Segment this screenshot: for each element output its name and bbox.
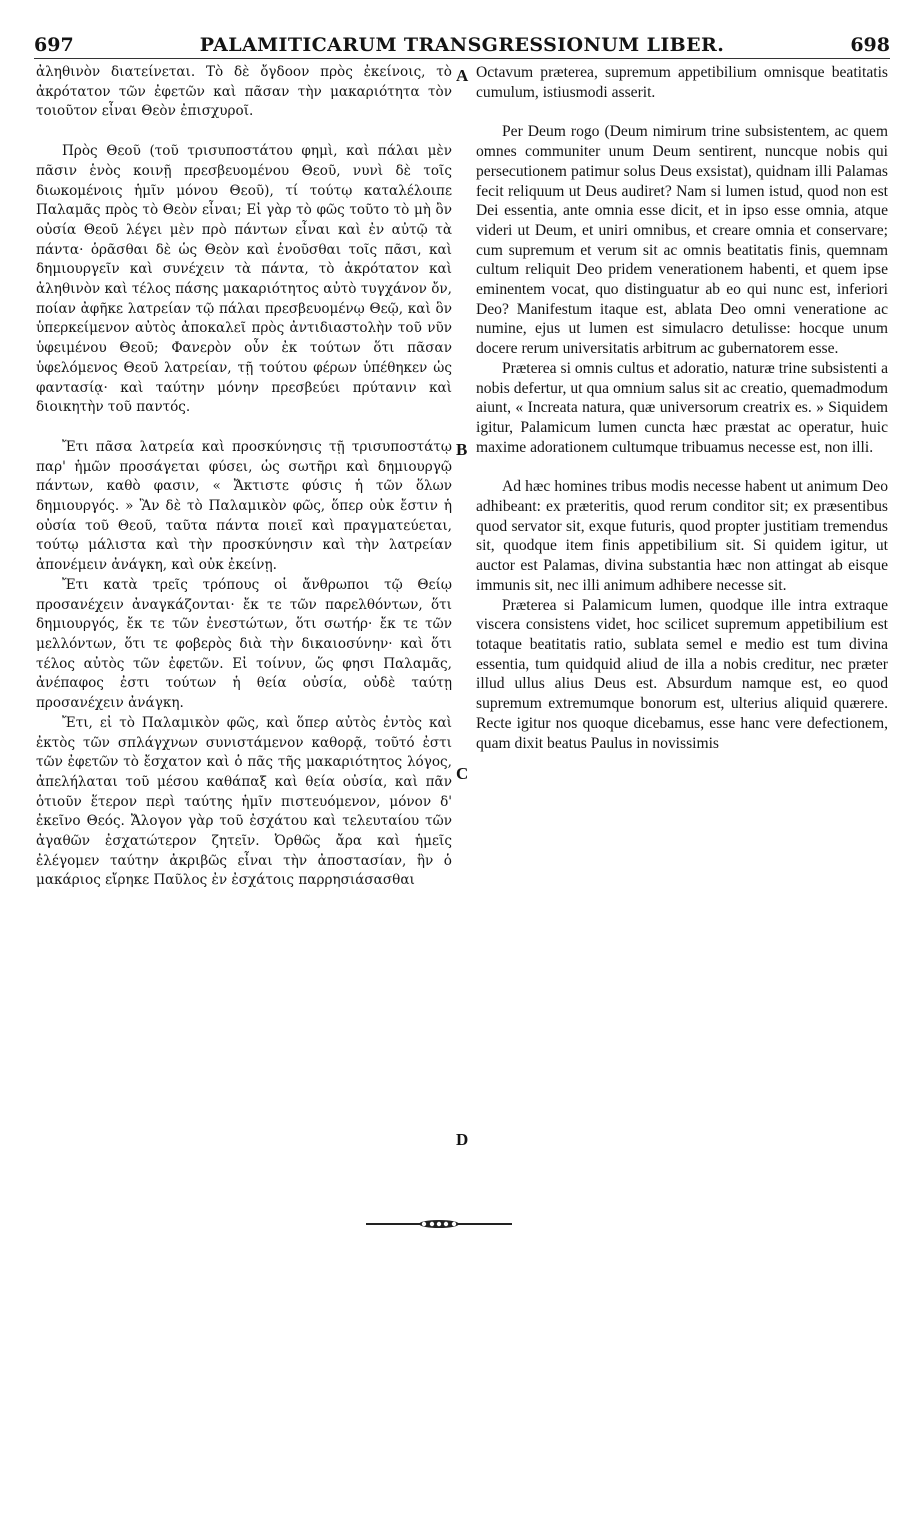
latin-paragraph: Præterea si omnis cultus et adoratio, naturæ trine subsistenti a nobis defertur, ut qua omnium salus sit ac creatio, quemadmodum aiunt, « Increata natura, quæ universorum creatrix es. » Siquidem igitur, Palamicum lumen cuncta hæc præstat ac operatur, huic maxime adorationem cultumque tribuamus necesse est, non illi.	[476, 359, 888, 456]
latin-paragraph: Per Deum rogo (Deum nimirum trine subsistentem, ac quem omnes communiter unum Deum sentirent, nuncque nobis qui persecutionem patimur solus Deus exsistat), quidnam illi Palamas fecit reliquum ut Deus audiret? Nam si lumen istud, quod non est Dei essentia, ante omnia esse dicit, et in ipso esse omnia, atque videri ut Deum, et uniri omnibus, et creare omnia et conservare; cum supremum et verum sit ac omnis beatitatis finis, quemnam cultum reliquit Deo pridem venerationem habenti, et quem ipse eminentem vocat, quo distinguatur ab eo qui nunc est, inferiori Deo? Manifestum itaque est, ablata Deo omni veneratione ac numine, ejus ut lumen est simulacro detulisse: hocque unum docere rerum universitatis arbitrum ac gubernatorem esse.	[476, 123, 888, 358]
greek-column	[36, 63, 452, 891]
section-marker-c: C	[456, 764, 469, 783]
greek-paragraph: ἀληθινὸν διατείνεται. Τὸ δὲ ὄγδοον πρὸς ἐκείνοις, τὸ ἀκρότατον τῶν ἐφετῶν καὶ πᾶσαν τὴν μακαριότητα τὸν τοιοῦτον εἶναι Θεὸν ἐπισχυροῖ.	[36, 64, 452, 120]
page-number-right: 698	[850, 34, 890, 56]
end-ornament-icon	[366, 1218, 512, 1230]
section-marker-b: B	[456, 440, 468, 459]
latin-paragraph: Ad hæc homines tribus modis necesse habent ut animum Deo adhibeant: ex præteritis, quod rerum conditor sit; ex præsentibus quod servator sit, exque futuris, quod propter justitiam tremendus sit, quodque item finis appetibilium sit. Si quidem igitur, ut auctor est Palamas, divina substantia hæc non attingat ab eisque immunis sit, nec illi animum adhibere necesse sit.	[476, 478, 888, 594]
page-number-left: 697	[34, 34, 74, 56]
running-header	[34, 32, 890, 59]
latin-paragraph: Præterea si Palamicum lumen, quodque ille intra extraque viscera consistens videt, hoc scilicet supremum appetibilium est totaque beatitatis ratio, sublata semel e medio est tum divina essentia, tum quidquid aliud de illa a nobis creditur, nec præter illud ullus alius Deus est. Absurdum namque est, eo quod supremum extremumque bonorum est, ulterius aliquid quærere. Recte igitur nos quoque dicebamus, esse hanc vere defectionem, quam dixit beatus Paulus in novissimis	[476, 596, 888, 752]
greek-paragraph: Ἔτι, εἰ τὸ Παλαμικὸν φῶς, καὶ ὅπερ αὐτὸς ἐντὸς καὶ ἐκτὸς τῶν σπλάγχνων συνιστάμενον καθορᾷ, τοῦτό ἐστι τῶν ἐφετῶν τὸ ἔσχατον καὶ ὁ πᾶς τῆς μακαριότητος λόγος, ἀπελήλαται τοῦ μέσου καθάπαξ καὶ θεία οὐσία, καὶ πᾶν ὁτιοῦν ἕτερον περὶ ταύτης ἡμῖν πιστευόμενον, μόνον δ' ἐκεῖνο Θεός. Ἄλογον γὰρ τοῦ ἐσχάτου καὶ τελευταίου τῶν ἀγαθῶν ἐσχατώτερον ζητεῖν. Ὀρθῶς ἄρα καὶ ἡμεῖς ἐλέγομεν ταύτην ἀκριβῶς εἶναι τὴν ἀποστασίαν, ἣν ὁ μακάριος εἴρηκε Παῦλος ἐν ἐσχάτοις παρρησιάσασθαι	[36, 714, 452, 889]
greek-paragraph: Ἔτι κατὰ τρεῖς τρόπους οἱ ἄνθρωποι τῷ Θείῳ προσανέχειν ἀναγκάζονται· ἔκ τε τῶν παρελθόντων, ὅτι δημιουργός, ἔκ τε τῶν ἐνεστώτων, ὅτι σωτήρ· ἔκ τε τῶν μελλόντων, ὅτι τε φοβερὸς διὰ τὴν δικαιοσύνην· καὶ ὅτι τέλος αὐτὸς τῶν ἐφετῶν. Εἰ τοίνυν, ὥς φησι Παλαμᾶς, ἀνέπαφος ἐστι τούτων ἡ θεία οὐσία, οὐδὲ ταύτῃ προσανέχειν ἀνάγκη.	[36, 576, 452, 712]
greek-paragraph: Ἔτι πᾶσα λατρεία καὶ προσκύνησις τῇ τρισυποστάτῳ παρ' ἡμῶν προσάγεται φύσει, ὡς σωτῆρι καὶ δημιουργῷ πάντων, καθὸ φασιν, « Ἄκτιστε φύσις ἡ τῶν ὅλων δημιουργός. » Ἂν δὲ τὸ Παλαμικὸν φῶς, ὅπερ οὐκ ἔστιν ἡ οὐσία τοῦ Θεοῦ, ταῦτα πάντα ποιεῖ καὶ πραγματεύεται, τούτῳ μάλιστα καὶ τὴν προσκύνησιν καὶ τὴν λατρείαν ἀπονέμειν ἀνάγκη, καὶ οὐκ ἐκείνῃ.	[36, 438, 452, 574]
running-title: PALAMITICARUM TRANSGRESSIONUM LIBER.	[199, 34, 725, 56]
section-marker-a: A	[456, 66, 469, 85]
greek-paragraph: Πρὸς Θεοῦ (τοῦ τρισυποστάτου φημὶ, καὶ πάλαι μὲν πᾶσιν ἑνὸς κοινῇ πρεσβευομένου Θεοῦ, νυνὶ δὲ τοῖς διωκομένοις ἡμῖν μόνου Θεοῦ), τί τούτῳ καταλέλοιπε Παλαμᾶς πρὸς τὸ Θεὸν εἶναι; Εἰ γὰρ τὸ φῶς τοῦτο τὸ μὴ ὂν οὐσία Θεοῦ λέγει μὲν πρὸ πάντων εἶναι καὶ ἐν αὐτῷ τὰ πάντα· ὁρᾶσθαι δὲ ὡς Θεὸν καὶ ἑνοῦσθαι τοῖς πᾶσι, καὶ δημιουργεῖν καὶ συνέχειν τὰ πάντα, τὸ ἀκρότατον καὶ ἀληθινὸν καὶ τέλος πάσης μακαριότητος αὐτὸ τυγχάνον ὄν, ποίαν ἀφῆκε λατρείαν τῷ πάλαι πρεσβευομένῳ Θεῷ, καὶ ὃν ὑπερκείμενον αὐτὸς ἀποκαλεῖ πρὸς ἀντιδιαστολὴν τοῦ νῦν ὑφειμένου Θεοῦ; Φανερὸν οὖν ἐκ τούτων ὅτι πᾶσαν ὑφελόμενος Θεοῦ λατρείαν, τῇ τούτου φέρων ὑπέθηκεν ὡς φαντασίᾳ· καὶ ταύτην μόνην πρεσβεύει πρύτανιν καὶ διοικητὴν τοῦ παντός.	[36, 143, 452, 416]
latin-paragraph: Octavum præterea, supremum appetibilium omnisque beatitatis cumulum, istiusmodi asserit.	[476, 64, 888, 101]
latin-column	[476, 63, 888, 753]
section-marker-d: D	[456, 1130, 469, 1149]
